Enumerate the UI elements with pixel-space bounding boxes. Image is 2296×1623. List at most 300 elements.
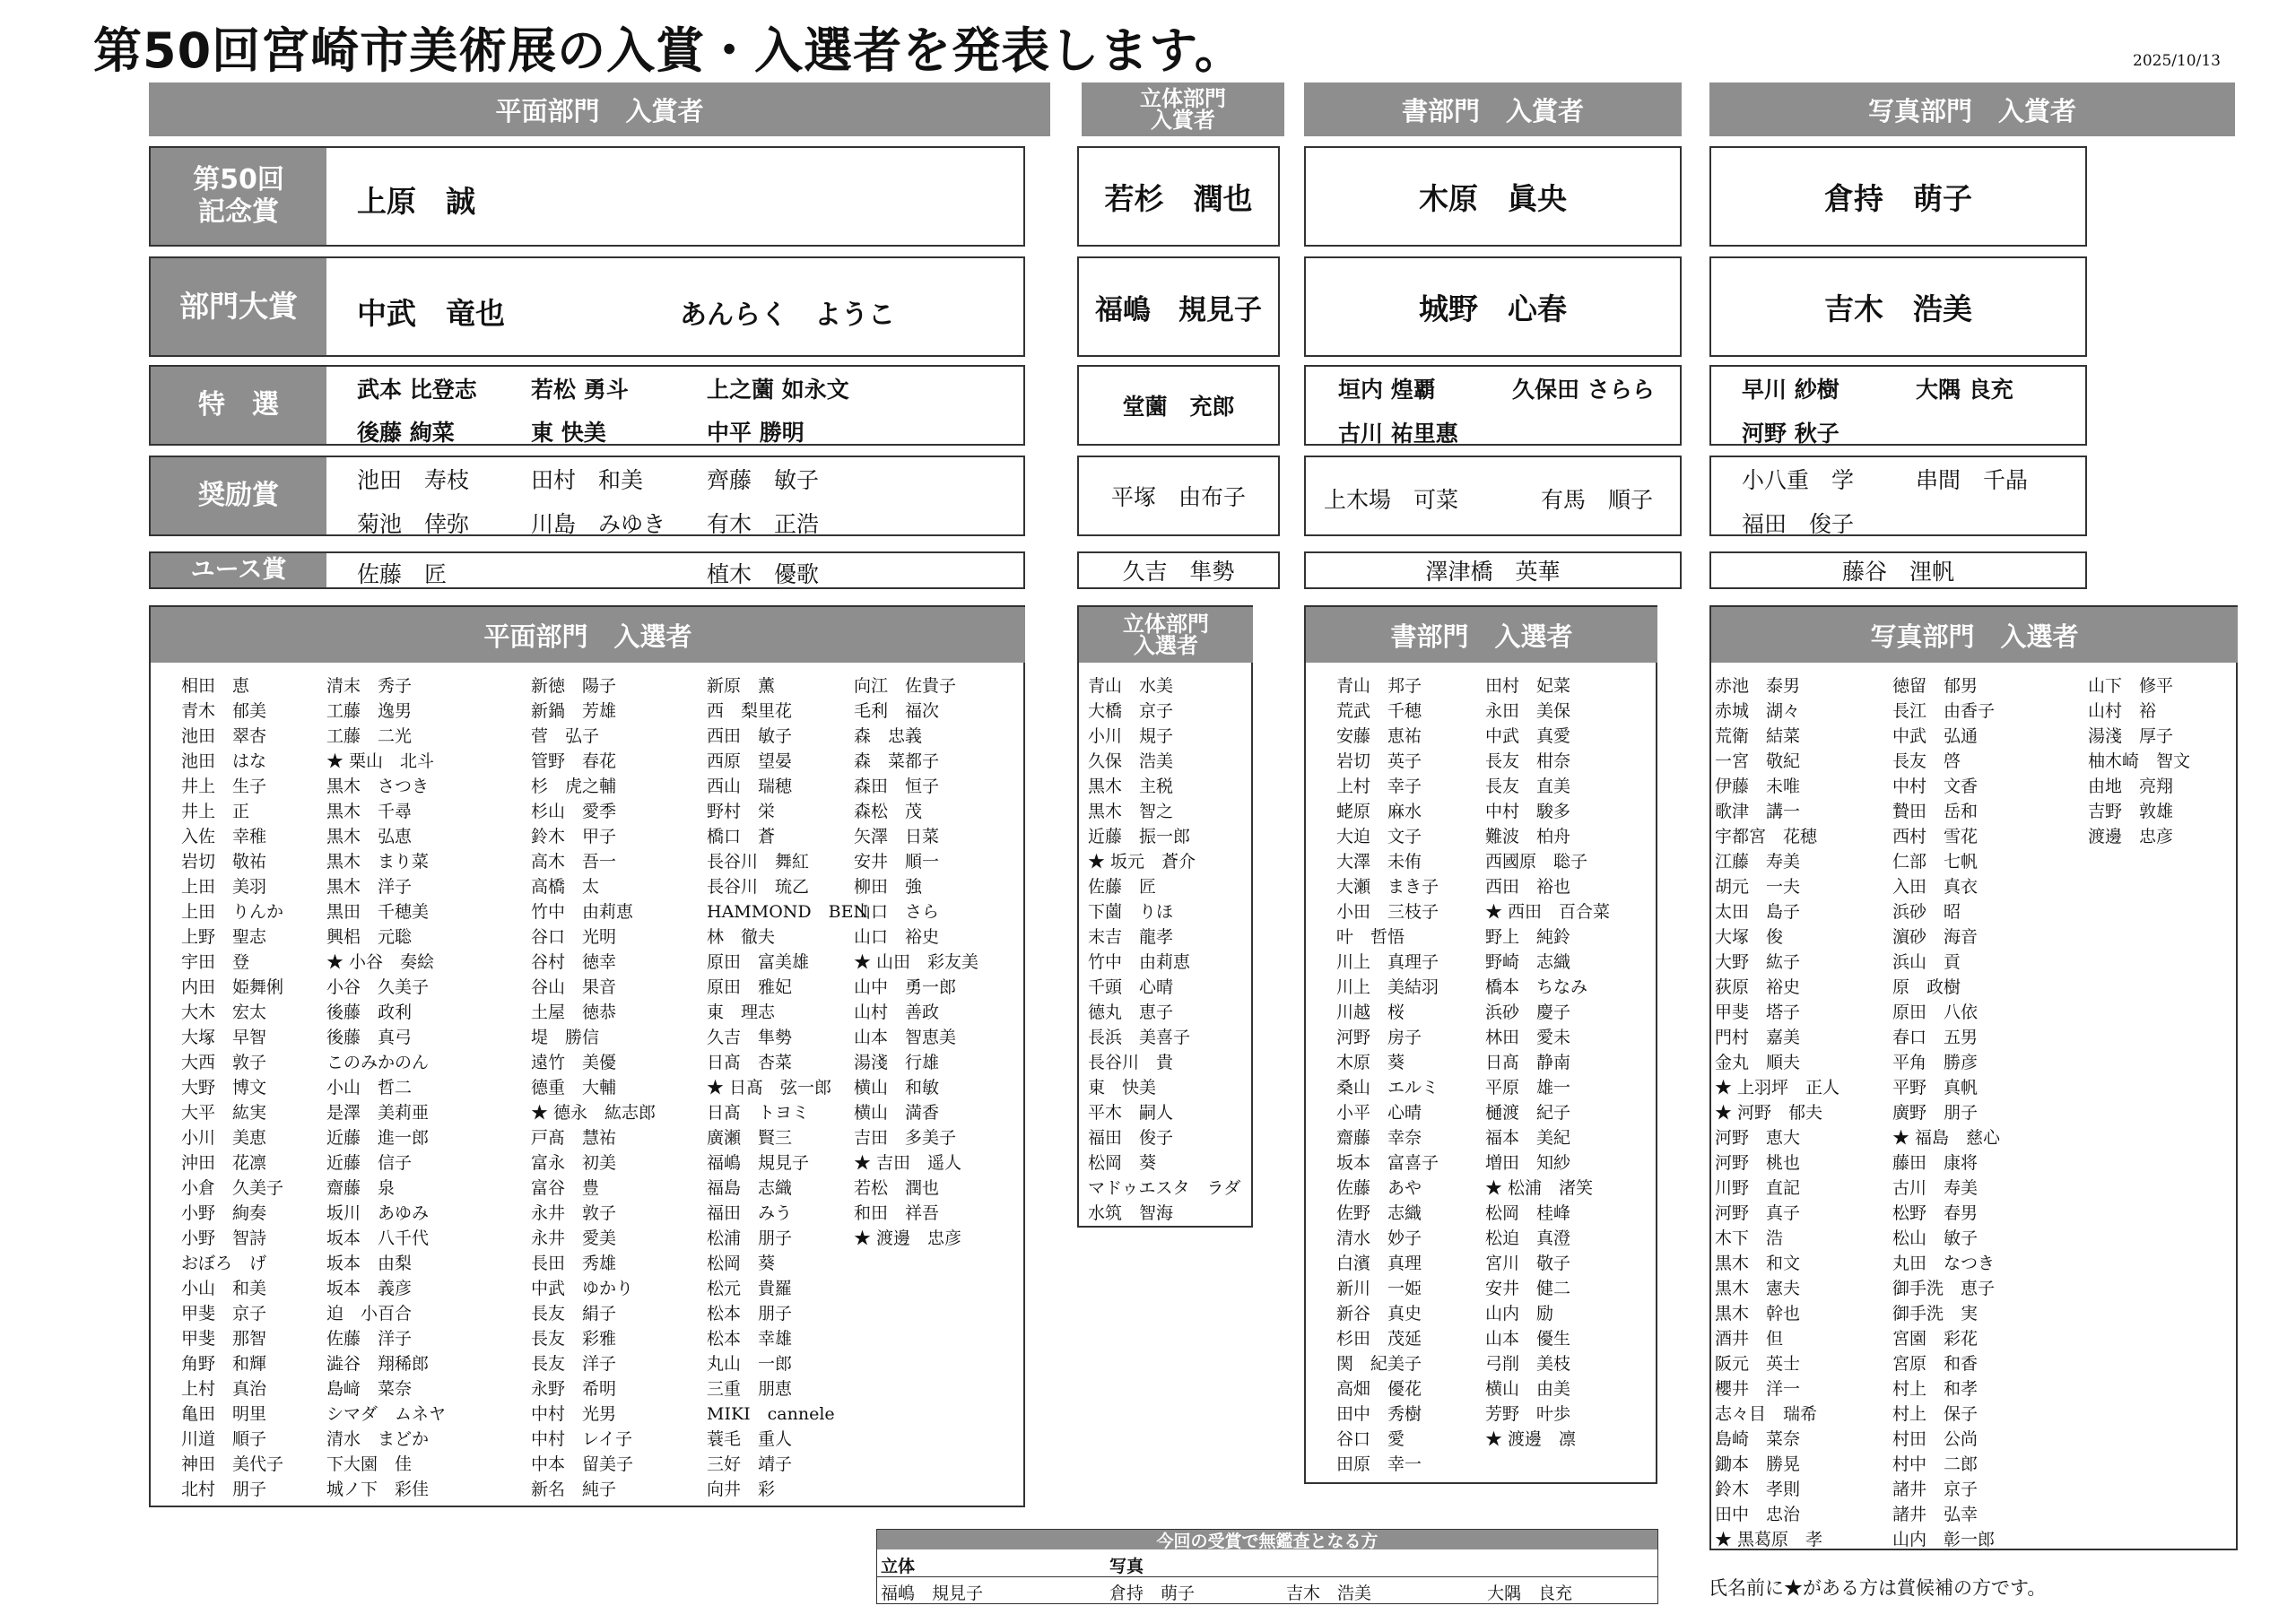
name-entry: 川上 真理子	[1336, 952, 1439, 972]
name-entry: 菅 弘子	[531, 726, 600, 746]
photo-youth-box	[1709, 551, 2087, 589]
name-entry: 丸田 なつき	[1892, 1254, 1996, 1273]
award-name: 久吉 隼勢	[1122, 559, 1235, 585]
flat-selected-col-4	[707, 673, 868, 1502]
award-name: 上木場 可菜	[1324, 487, 1459, 513]
photo-tokusen-box	[1709, 365, 2087, 446]
award-name: 菊池 倖弥	[357, 511, 470, 537]
award-name: 武本 比登志	[357, 377, 477, 403]
name-entry: 西田 裕也	[1485, 877, 1571, 897]
name-entry: 大瀬 まき子	[1336, 877, 1439, 897]
name-entry: 後藤 真弓	[326, 1028, 413, 1047]
name-entry: 坂本 由梨	[326, 1254, 413, 1273]
solid-youth-box	[1077, 551, 1280, 589]
name-entry: 山下 修平	[2088, 676, 2174, 696]
name-entry: 島﨑 菜奈	[326, 1379, 413, 1399]
name-entry: 下薗 りほ	[1088, 902, 1174, 922]
name-entry: 木下 浩	[1715, 1228, 1784, 1248]
name-entry: 高橋 太	[531, 877, 600, 897]
name-entry: 春口 五男	[1892, 1028, 1979, 1047]
award-name: 若松 勇斗	[531, 377, 629, 403]
name-entry: 大野 博文	[181, 1078, 267, 1098]
name-entry: 江藤 寿美	[1715, 852, 1801, 872]
name-entry: 河野 房子	[1336, 1028, 1422, 1047]
award-name: 上原 誠	[357, 184, 475, 219]
name-entry: 原田 雅妃	[707, 977, 793, 997]
name-entry: 堤 勝信	[531, 1028, 600, 1047]
name-entry: 近藤 信子	[326, 1153, 413, 1173]
name-entry: 松迫 真澄	[1485, 1228, 1571, 1248]
name-entry: 角野 和輝	[181, 1354, 267, 1374]
award-name: 後藤 絢菜	[357, 420, 455, 446]
name-entry: ★ 栗山 北斗	[326, 751, 435, 771]
name-entry: 福田 俊子	[1088, 1128, 1174, 1148]
name-entry: 中村 駿多	[1485, 802, 1571, 821]
name-entry: 長友 彩雅	[531, 1329, 617, 1349]
name-entry: 東 快美	[1088, 1078, 1157, 1098]
name-entry: 長谷川 貴	[1088, 1053, 1174, 1072]
photo-shoreisho-box	[1709, 456, 2087, 536]
award-name: 藤谷 浬帆	[1841, 559, 1954, 585]
name-entry: 新名 純子	[531, 1480, 617, 1499]
name-entry: 黒木 まり菜	[326, 852, 430, 872]
calli-daisho-box	[1304, 256, 1682, 357]
name-entry: 谷山 果音	[531, 977, 617, 997]
award-row-tokusen-flat	[149, 365, 1025, 446]
name-entry: 廣瀬 賢三	[707, 1128, 793, 1148]
name-entry: 山口 さら	[854, 902, 940, 922]
name-entry: 諸井 弘幸	[1892, 1505, 1979, 1524]
name-entry: 山内 彰一郎	[1892, 1530, 1996, 1549]
name-entry: 管野 春花	[531, 751, 617, 771]
name-entry: 山内 励	[1485, 1304, 1554, 1324]
name-entry: 三重 朋恵	[707, 1379, 793, 1399]
name-entry: 黒木 主税	[1088, 777, 1174, 796]
name-entry: 上野 聖志	[181, 927, 267, 947]
name-entry: 西山 瑞穂	[707, 777, 793, 796]
solid-selected-panel	[1077, 605, 1253, 1228]
name-entry: 永野 希明	[531, 1379, 617, 1399]
name-entry: 齋藤 幸奈	[1336, 1128, 1422, 1148]
name-entry: 黒木 和文	[1715, 1254, 1801, 1273]
award-name: 有馬 順子	[1541, 487, 1654, 513]
name-entry: 小田 三枝子	[1336, 902, 1439, 922]
name-entry: 河野 真子	[1715, 1203, 1801, 1223]
name-entry: 一宮 敬紀	[1715, 751, 1801, 771]
calli-selected-header: 書部門 入選者	[1306, 607, 1657, 663]
calli-prize-header: 書部門 入賞者	[1304, 82, 1682, 136]
name-entry: 和田 祥吾	[854, 1203, 940, 1223]
name-entry: 小野 絢奏	[181, 1203, 267, 1223]
photo-selected-header: 写真部門 入選者	[1711, 607, 2238, 663]
name-entry: 原田 富美雄	[707, 952, 810, 972]
muken-solid-label: 立体	[881, 1557, 916, 1576]
name-entry: 沖田 花凛	[181, 1153, 267, 1173]
name-entry: 土屋 徳恭	[531, 1002, 617, 1022]
name-entry: 小山 和美	[181, 1279, 267, 1298]
name-entry: 近藤 進一郎	[326, 1128, 430, 1148]
name-entry: 荻原 裕史	[1715, 977, 1801, 997]
award-name: 串間 千晶	[1916, 467, 2029, 493]
name-entry: 遠竹 美優	[531, 1053, 617, 1072]
name-entry: 長谷川 琉乙	[707, 877, 810, 897]
name-entry: 小川 美恵	[181, 1128, 267, 1148]
award-name: 中平 勝明	[707, 420, 804, 446]
name-entry: 松本 幸雄	[707, 1329, 793, 1349]
award-name: 福田 俊子	[1742, 511, 1855, 537]
name-entry: 平角 勝彦	[1892, 1053, 1979, 1072]
name-entry: 岩切 英子	[1336, 751, 1422, 771]
name-entry: ★ 山田 彩友美	[854, 952, 979, 972]
name-entry: 亀田 明里	[181, 1404, 267, 1424]
name-entry: 工藤 逸男	[326, 701, 413, 721]
star-note: 氏名前に★がある方は賞候補の方です。	[1709, 1577, 2047, 1599]
name-entry: 中村 文香	[1892, 777, 1979, 796]
name-entry: 村上 保子	[1892, 1404, 1979, 1424]
name-entry: 松岡 葵	[707, 1254, 776, 1273]
name-entry: 大木 宏太	[181, 1002, 267, 1022]
name-entry: 德重 大輔	[531, 1078, 617, 1098]
name-entry: 平野 真帆	[1892, 1078, 1979, 1098]
name-entry: 長浜 美喜子	[1088, 1028, 1191, 1047]
name-entry: 横山 和敏	[854, 1078, 940, 1098]
solid-tokusen-box	[1077, 365, 1280, 446]
name-entry: 大野 紘子	[1715, 952, 1801, 972]
name-entry: 宇都宮 花穂	[1715, 827, 1818, 846]
name-entry: 永田 美保	[1485, 701, 1571, 721]
award-name: 東 快美	[531, 420, 606, 446]
name-entry: 杉田 茂延	[1336, 1329, 1422, 1349]
photo-prize-header: 写真部門 入賞者	[1709, 82, 2235, 136]
calli-shoreisho-box	[1304, 456, 1682, 536]
name-entry: 河野 恵大	[1715, 1128, 1801, 1148]
flat-selected-col-2	[326, 673, 446, 1502]
calli-youth-box	[1304, 551, 1682, 589]
name-entry: 川越 桜	[1336, 1002, 1405, 1022]
name-entry: 竹中 由莉恵	[1088, 952, 1191, 972]
name-entry: 古川 寿美	[1892, 1178, 1979, 1198]
award-name: 早川 紗樹	[1742, 377, 1839, 403]
name-entry: 森田 恒子	[854, 777, 940, 796]
name-entry: 由地 亮翔	[2088, 777, 2174, 796]
name-entry: 青木 郁美	[181, 701, 267, 721]
name-entry: 日髙 静南	[1485, 1053, 1571, 1072]
name-entry: ★ 松浦 渚笑	[1485, 1178, 1594, 1198]
name-entry: 杉 虎之輔	[531, 777, 617, 796]
name-entry: 橋口 蒼	[707, 827, 776, 846]
calli-selected-col-1	[1336, 673, 1439, 1477]
name-entry: 神田 美代子	[181, 1454, 284, 1474]
name-entry: 向江 佐貴子	[854, 676, 957, 696]
award-name: 大隅 良充	[1916, 377, 2013, 403]
name-entry: 松岡 葵	[1088, 1153, 1157, 1173]
name-entry: 西村 雪花	[1892, 827, 1979, 846]
name-entry: 長友 絹子	[531, 1304, 617, 1324]
name-entry: 谷村 徳幸	[531, 952, 617, 972]
name-entry: 向井 彩	[707, 1480, 776, 1499]
name-entry: 毛利 福次	[854, 701, 940, 721]
name-entry: 甲斐 塔子	[1715, 1002, 1801, 1022]
name-entry: 長友 直美	[1485, 777, 1571, 796]
name-entry: 黒木 智之	[1088, 802, 1174, 821]
name-entry: 赤城 湖々	[1715, 701, 1801, 721]
award-name: 木原 眞央	[1419, 180, 1567, 216]
name-entry: ★ 德永 紘志郎	[531, 1103, 657, 1123]
name-entry: ★ 日髙 弦一郎	[707, 1078, 832, 1098]
flat-selected-col-3	[531, 673, 656, 1502]
name-entry: 中本 留美子	[531, 1454, 634, 1474]
name-entry: 矢澤 日菜	[854, 827, 940, 846]
name-entry: 福島 志織	[707, 1178, 793, 1198]
name-entry: 仁部 七帆	[1892, 852, 1979, 872]
name-entry: 横山 満香	[854, 1103, 940, 1123]
name-entry: 中村 光男	[531, 1404, 617, 1424]
award-name: 倉持 萌子	[1824, 180, 1972, 216]
name-entry: 浜砂 慶子	[1485, 1002, 1571, 1022]
name-entry: 山本 優生	[1485, 1329, 1571, 1349]
name-entry: 久保 浩美	[1088, 751, 1174, 771]
name-entry: 井上 正	[181, 802, 250, 821]
name-entry: 西 梨里花	[707, 701, 793, 721]
name-entry: HAMMOND BEN	[707, 902, 869, 922]
name-entry: ★ 吉田 遥人	[854, 1153, 962, 1173]
name-entry: 中武 真愛	[1485, 726, 1571, 746]
name-entry: 小川 規子	[1088, 726, 1174, 746]
name-entry: 大塚 早智	[181, 1028, 267, 1047]
muken-box	[876, 1529, 1658, 1604]
name-entry: 安藤 恵祐	[1336, 726, 1422, 746]
name-entry: 清水 妙子	[1336, 1228, 1422, 1248]
name-entry: 村田 公尚	[1892, 1429, 1979, 1449]
name-entry: 藤田 康将	[1892, 1153, 1979, 1173]
name-entry: 長谷川 舞紅	[707, 852, 810, 872]
award-name: 中武 竜也	[357, 296, 505, 331]
name-entry: 青山 水美	[1088, 676, 1174, 696]
name-entry: 東 理志	[707, 1002, 776, 1022]
name-entry: 川上 美結羽	[1336, 977, 1439, 997]
muken-name: 大隅 良充	[1487, 1584, 1573, 1603]
name-entry: 山中 勇一郎	[854, 977, 957, 997]
name-entry: ★ 小谷 奏絵	[326, 952, 435, 972]
muken-header: 今回の受賞で無鑑査となる方	[877, 1530, 1657, 1549]
name-entry: ★ 上羽坪 正人	[1715, 1078, 1840, 1098]
name-entry: 酒井 但	[1715, 1329, 1784, 1349]
name-entry: 黒木 弘恵	[326, 827, 413, 846]
award-name: 池田 寿枝	[357, 467, 470, 493]
name-entry: 黒木 洋子	[326, 877, 413, 897]
name-entry: 平木 嗣人	[1088, 1103, 1174, 1123]
name-entry: 福本 美紀	[1485, 1128, 1571, 1148]
award-name: 堂薗 充郎	[1122, 394, 1235, 420]
award-name: 垣内 煌覇	[1338, 377, 1436, 403]
name-entry: 川道 順子	[181, 1429, 267, 1449]
name-entry: 難波 柏舟	[1485, 827, 1571, 846]
name-entry: 胡元 一夫	[1715, 877, 1801, 897]
award-name: 福嶋 規見子	[1095, 293, 1262, 326]
name-entry: 森 菜都子	[854, 751, 940, 771]
name-entry: 松山 敏子	[1892, 1228, 1979, 1248]
award-name: あんらく ようこ	[680, 299, 895, 331]
name-entry: マドゥエスタ ラダ	[1088, 1178, 1241, 1198]
award-name: 齊藤 敏子	[707, 467, 820, 493]
name-entry: 平原 雄一	[1485, 1078, 1571, 1098]
name-entry: 小平 心晴	[1336, 1103, 1422, 1123]
name-entry: 相田 恵	[181, 676, 250, 696]
name-entry: 新谷 真史	[1336, 1304, 1422, 1324]
name-entry: 杉山 愛季	[531, 802, 617, 821]
name-entry: 末吉 龍孝	[1088, 927, 1174, 947]
name-entry: 高木 吾一	[531, 852, 617, 872]
name-entry: 原田 八依	[1892, 1002, 1979, 1022]
name-entry: 甲斐 京子	[181, 1304, 267, 1324]
solid-selected-header: 立体部門 入選者	[1079, 607, 1253, 663]
name-entry: ★ 西田 百合菜	[1485, 902, 1611, 922]
name-entry: 黒木 さつき	[326, 777, 430, 796]
name-entry: 宇田 登	[181, 952, 250, 972]
name-entry: 下大園 佳	[326, 1454, 413, 1474]
name-entry: 佐藤 洋子	[326, 1329, 413, 1349]
name-entry: 後藤 政利	[326, 1002, 413, 1022]
name-entry: 新鍋 芳雄	[531, 701, 617, 721]
name-entry: 田原 幸一	[1336, 1454, 1422, 1474]
name-entry: 田中 忠治	[1715, 1505, 1801, 1524]
name-entry: 濵砂 海音	[1892, 927, 1979, 947]
name-entry: 太田 島子	[1715, 902, 1801, 922]
name-entry: 中武 弘通	[1892, 726, 1979, 746]
name-entry: 坂本 義彦	[326, 1279, 413, 1298]
name-entry: 小谷 久美子	[326, 977, 430, 997]
name-entry: 新徳 陽子	[531, 676, 617, 696]
name-entry: 志々目 瑞希	[1715, 1404, 1818, 1424]
name-entry: 鈴木 孝則	[1715, 1480, 1801, 1499]
award-name: 久保田 さらら	[1512, 377, 1655, 403]
name-entry: ★ 黒葛原 孝	[1715, 1530, 1823, 1549]
name-entry: 宮川 敬子	[1485, 1254, 1571, 1273]
name-entry: 徳留 郁男	[1892, 676, 1979, 696]
name-entry: 上村 幸子	[1336, 777, 1422, 796]
name-entry: 宮原 和香	[1892, 1354, 1979, 1374]
name-entry: 大平 紘実	[181, 1103, 267, 1123]
name-entry: 池田 翠杏	[181, 726, 267, 746]
solid-shoreisho-box	[1077, 456, 1280, 536]
name-entry: ★ 福島 慈心	[1892, 1128, 2001, 1148]
name-entry: 荒武 千穂	[1336, 701, 1422, 721]
name-entry: 鋤本 勝晃	[1715, 1454, 1801, 1474]
photo-selected-col-2	[1892, 673, 2000, 1552]
name-entry: 浜砂 昭	[1892, 902, 1961, 922]
name-entry: 山村 裕	[2088, 701, 2157, 721]
award-label-shoreisho: 奨励賞	[151, 457, 326, 534]
flat-selected-header: 平面部門 入選者	[151, 607, 1025, 663]
name-entry: 久吉 隼勢	[707, 1028, 793, 1047]
name-entry: 櫻井 洋一	[1715, 1379, 1801, 1399]
name-entry: 北村 朋子	[181, 1480, 267, 1499]
name-entry: 田村 妃菜	[1485, 676, 1571, 696]
name-entry: 西原 望晏	[707, 751, 793, 771]
name-entry: 柚木崎 智文	[2088, 751, 2191, 771]
photo-kinen-box	[1709, 146, 2087, 247]
name-entry: 松元 貴羅	[707, 1279, 793, 1298]
name-entry: 坂本 富喜子	[1336, 1153, 1439, 1173]
name-entry: 吉野 敦雄	[2088, 802, 2174, 821]
name-entry: 村中 二郎	[1892, 1454, 1979, 1474]
award-name: 小八重 学	[1742, 467, 1855, 493]
name-entry: 柳田 強	[854, 877, 923, 897]
name-entry: 永井 愛美	[531, 1228, 617, 1248]
name-entry: 長友 啓	[1892, 751, 1961, 771]
name-entry: 赤池 泰男	[1715, 676, 1801, 696]
name-entry: 諸井 京子	[1892, 1480, 1979, 1499]
name-entry: 佐藤 あや	[1336, 1178, 1422, 1198]
name-entry: 富永 初美	[531, 1153, 617, 1173]
name-entry: 澁谷 翔稀郎	[326, 1354, 430, 1374]
name-entry: 谷口 愛	[1336, 1429, 1405, 1449]
name-entry: 西國原 聡子	[1485, 852, 1588, 872]
name-entry: ★ 渡邊 凛	[1485, 1429, 1577, 1449]
name-entry: 森松 茂	[854, 802, 923, 821]
award-label-kinen: 第50回 記念賞	[151, 148, 326, 245]
name-entry: 興梠 元聡	[326, 927, 413, 947]
name-entry: 水筑 智海	[1088, 1203, 1174, 1223]
name-entry: 西田 敏子	[707, 726, 793, 746]
name-entry: 是澤 美莉亜	[326, 1103, 430, 1123]
photo-selected-panel	[1709, 605, 2238, 1550]
name-entry: 蓑毛 重人	[707, 1429, 793, 1449]
name-entry: 德丸 恵子	[1088, 1002, 1174, 1022]
name-entry: 山口 裕史	[854, 927, 940, 947]
name-entry: 河野 桃也	[1715, 1153, 1801, 1173]
name-entry: 上田 美羽	[181, 877, 267, 897]
name-entry: 島崎 菜奈	[1715, 1429, 1801, 1449]
name-entry: 長友 洋子	[531, 1354, 617, 1374]
name-entry: おぼろ げ	[181, 1254, 267, 1273]
award-name: 河野 秋子	[1742, 421, 1839, 447]
name-entry: 安井 健二	[1485, 1279, 1571, 1298]
award-row-daisho-flat	[149, 256, 1025, 357]
name-entry: 近藤 振一郎	[1088, 827, 1191, 846]
solid-selected-col	[1088, 673, 1240, 1226]
name-entry: 青山 邦子	[1336, 676, 1422, 696]
calli-tokusen-box	[1304, 365, 1682, 446]
photo-selected-col-1	[1715, 673, 1839, 1552]
name-entry: 森 忠義	[854, 726, 923, 746]
page-title: 第50回宮崎市美術展の入賞・入選者を発表します。	[93, 22, 1244, 79]
name-entry: 叶 哲悟	[1336, 927, 1405, 947]
name-entry: 関 紀美子	[1336, 1354, 1422, 1374]
name-entry: 福田 みう	[707, 1203, 793, 1223]
name-entry: 齋藤 泉	[326, 1178, 396, 1198]
award-name: 川島 みゆき	[531, 511, 666, 537]
name-entry: 山村 善政	[854, 1002, 940, 1022]
name-entry: 戸髙 慧祐	[531, 1128, 617, 1148]
award-name: 城野 心春	[1419, 291, 1567, 326]
name-entry: 大西 敦子	[181, 1053, 267, 1072]
name-entry: 野上 純鈴	[1485, 927, 1571, 947]
name-entry: 上村 真治	[181, 1379, 267, 1399]
solid-prize-header: 立体部門 入賞者	[1082, 82, 1284, 136]
name-entry: 坂本 八千代	[326, 1228, 430, 1248]
name-entry: 新原 薫	[707, 676, 776, 696]
name-entry: MIKI cannele	[707, 1404, 835, 1424]
name-entry: 大迫 文子	[1336, 827, 1422, 846]
calli-kinen-box	[1304, 146, 1682, 247]
name-entry: 竹中 由莉恵	[531, 902, 634, 922]
name-entry: 蛯原 麻水	[1336, 802, 1422, 821]
name-entry: 井上 生子	[181, 777, 267, 796]
name-entry: 坂川 あゆみ	[326, 1203, 430, 1223]
name-entry: 佐野 志織	[1336, 1203, 1422, 1223]
flat-selected-panel	[149, 605, 1025, 1507]
